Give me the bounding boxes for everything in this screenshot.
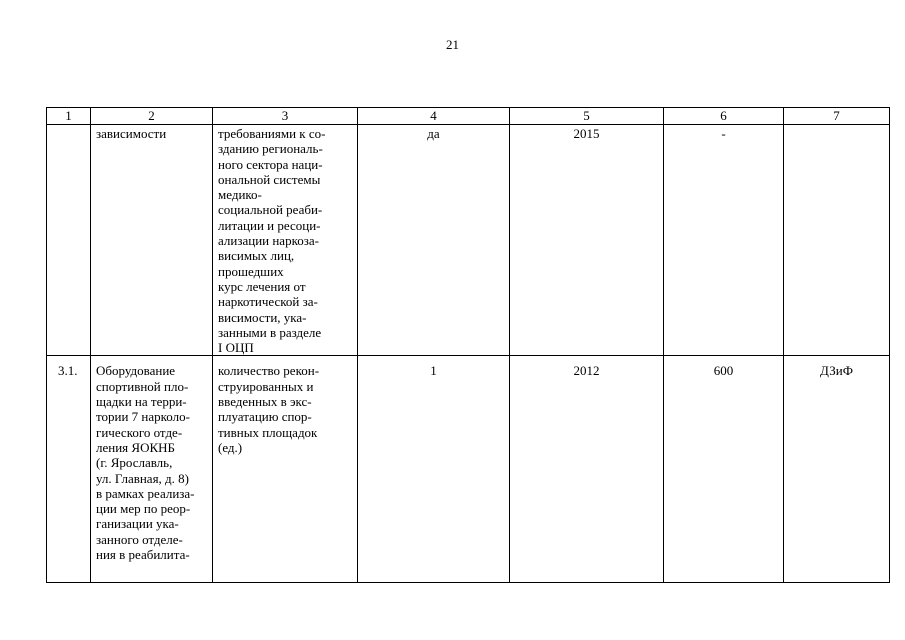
executor-cell <box>784 356 890 583</box>
year-cell <box>510 356 664 583</box>
table-row <box>47 356 890 583</box>
measure-name-cell <box>91 356 213 583</box>
cell-text: 1 <box>430 363 437 379</box>
cell-text: 600 <box>713 363 734 379</box>
cell-text: 2015 <box>573 126 600 141</box>
column-header: 2 <box>91 108 213 125</box>
indicator-cell <box>213 356 358 583</box>
indicator-cell <box>213 125 358 356</box>
program-table <box>46 107 890 583</box>
year-cell <box>510 125 664 356</box>
amount-cell <box>664 125 784 356</box>
amount-cell <box>664 356 784 583</box>
page-number: 21 <box>446 37 459 52</box>
row-number-cell <box>47 356 91 583</box>
table-row <box>47 125 890 356</box>
cell-text <box>47 125 90 132</box>
row-number-cell <box>47 125 91 356</box>
column-header: 4 <box>358 108 510 125</box>
column-header: 7 <box>784 108 890 125</box>
column-header: 5 <box>510 108 664 125</box>
column-header: 6 <box>664 108 784 125</box>
table-header-row <box>47 108 890 125</box>
measure-name-cell <box>91 125 213 356</box>
cell-text: зависимости <box>96 126 167 141</box>
cell-text <box>784 125 889 126</box>
column-header: 3 <box>213 108 358 125</box>
cell-text: - <box>721 126 726 141</box>
cell-text: ДЗиФ <box>820 363 853 379</box>
cell-text: требованиями к со- зданию региональ- ного сектора наци- ональной системы медико- социальной реаби- литации и ресоци- ализации наркоза- висимых лиц, прошедших курс лечения от наркотической за- висимости, ука- занными в разделе I ОЦП <box>218 126 326 356</box>
cell-text: количество рекон- струированных и введенных в экс- плуатацию спор- тивных площадок (ед.) <box>218 363 320 455</box>
value-cell <box>358 356 510 583</box>
cell-text: 2012 <box>573 363 600 379</box>
cell-text: Оборудование спортивной пло- щадки на терри- тории 7 нарколо- гического отде- ления ЯОКНБ (г. Ярославль, ул. Главная, д. 8) в рамках реализа- ции мер по реор- ганизации ука- занного отделе- ния в реабилита- <box>96 363 195 563</box>
column-header: 1 <box>47 108 91 125</box>
cell-text: 3.1. <box>58 363 78 379</box>
value-cell <box>358 125 510 356</box>
cell-text: да <box>427 126 440 141</box>
executor-cell <box>784 125 890 356</box>
